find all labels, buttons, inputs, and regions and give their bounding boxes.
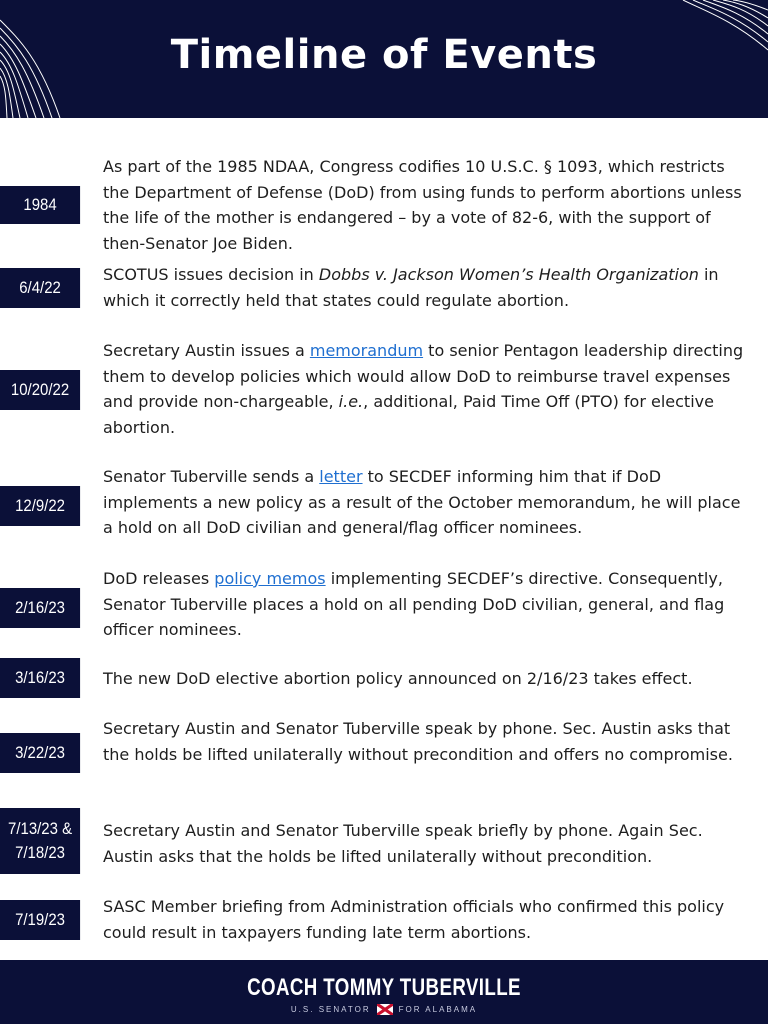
text-segment: DoD releases — [103, 569, 215, 588]
event-description — [103, 818, 753, 869]
event-description — [103, 262, 753, 313]
event-description — [103, 464, 753, 541]
text-segment: in which it correctly held that states could regulate abortion. — [103, 265, 719, 310]
senator-name-logo: COACH TOMMY TUBERVILLE — [247, 974, 521, 1001]
document-link[interactable]: policy memos — [214, 569, 326, 588]
event-description — [103, 716, 753, 767]
event-date: 3/16/23 — [0, 658, 80, 698]
event-description — [103, 894, 753, 945]
event-date: 1984 — [0, 186, 80, 224]
text-segment: to SECDEF informing him that if DoD implements a new policy as a result of the October memorandum, he will place a hold on all DoD civilian and general/flag officer nominees. — [103, 467, 741, 537]
text-segment: Secretary Austin and Senator Tuberville speak by phone. Sec. Austin asks that the holds be lifted unilaterally without precondition and offers no compromise. — [103, 719, 733, 764]
event-date: 10/20/22 — [0, 370, 80, 410]
event-description — [103, 154, 753, 256]
text-segment: SCOTUS issues decision in — [103, 265, 319, 284]
event-date: 7/13/23 & 7/18/23 — [0, 808, 80, 874]
alabama-flag-icon — [377, 1004, 393, 1015]
text-segment: SASC Member briefing from Administration officials who confirmed this policy could result in taxpayers funding late term abortions. — [103, 897, 725, 942]
italic-text: i.e. — [338, 392, 364, 411]
text-segment: Secretary Austin and Senator Tuberville speak briefly by phone. Again Sec. Austin asks that the holds be lifted unilaterally without precondition. — [103, 821, 703, 866]
footer-sub-left: U.S. SENATOR — [290, 1005, 371, 1014]
page-title: Timeline of Events — [170, 32, 598, 78]
text-segment: As part of the 1985 NDAA, Congress codifies 10 U.S.C. § 1093, which restricts the Department of Defense (DoD) from using funds to perform abortions unless the life of the mother is endangered – by a vote of 82-6, with the support of then-Senator Joe Biden. — [103, 157, 742, 253]
page-header — [0, 0, 768, 118]
event-date: 12/9/22 — [0, 486, 80, 526]
italic-text: Dobbs v. Jackson Women’s Health Organization — [318, 265, 699, 284]
document-link[interactable]: memorandum — [309, 341, 424, 360]
event-description — [103, 338, 753, 440]
footer-sub-right: FOR ALABAMA — [398, 1005, 478, 1014]
event-description — [103, 566, 753, 643]
page-footer — [0, 960, 768, 1024]
timeline — [0, 118, 768, 960]
text-segment: to senior Pentagon leadership directing them to develop policies which would allow DoD to reimburse travel expenses and provide non-chargeable, — [103, 341, 744, 411]
document-link[interactable]: letter — [319, 467, 363, 486]
text-segment: Secretary Austin issues a — [103, 341, 310, 360]
text-segment: implementing SECDEF’s directive. Consequently, Senator Tuberville places a hold on all pending DoD civilian, general, and flag officer nominees. — [103, 569, 725, 639]
text-segment: , additional, Paid Time Off (PTO) for elective abortion. — [103, 392, 714, 437]
text-segment: The new DoD elective abortion policy announced on 2/16/23 takes effect. — [103, 669, 693, 688]
event-date: 7/19/23 — [0, 900, 80, 940]
footer-subtitle — [0, 1004, 768, 1015]
event-date: 3/22/23 — [0, 733, 80, 773]
event-date: 6/4/22 — [0, 268, 80, 308]
text-segment: Senator Tuberville sends a — [103, 467, 320, 486]
event-description — [103, 666, 753, 692]
event-date: 2/16/23 — [0, 588, 80, 628]
